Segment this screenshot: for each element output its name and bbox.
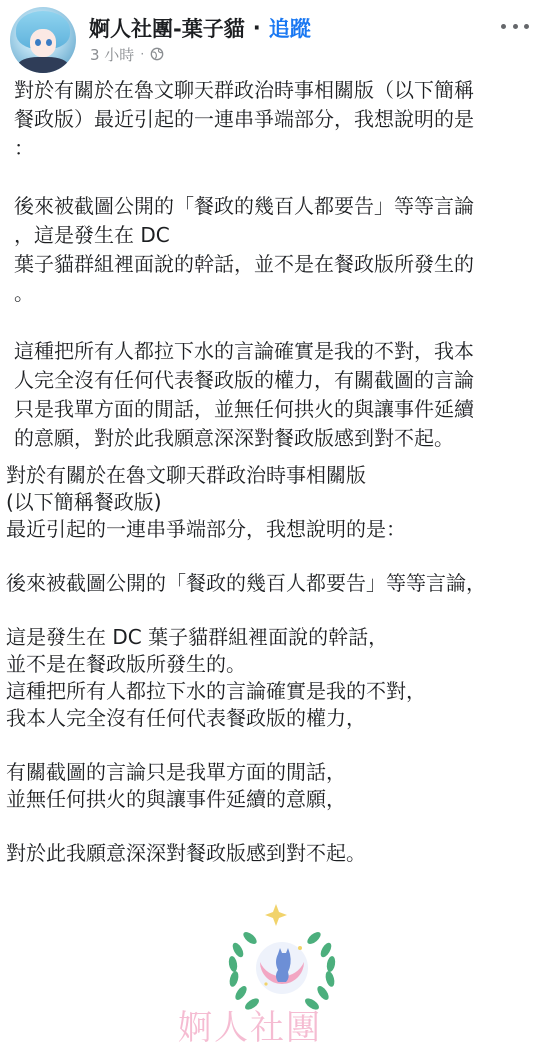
post-paragraph: 對於有關於在魯文聊天群政治時事相關版 (以下簡稱餐政版) 最近引起的一連串爭端部分，我想說明的是： [6, 463, 406, 541]
page-name-link[interactable]: 婀人社團-葉子貓 [89, 17, 245, 41]
more-options-icon[interactable] [501, 20, 529, 32]
post-paragraph: 後來被截圖公開的「餐政的幾百人都要告」等等言論， [6, 571, 486, 595]
page-avatar[interactable] [10, 7, 76, 73]
paragraph-gap [0, 813, 541, 840]
title-separator: · [252, 16, 261, 40]
watermark-text: 婀人社團 [178, 1008, 322, 1048]
follow-button[interactable]: 追蹤 [268, 17, 311, 41]
post-header [0, 0, 541, 76]
post-timestamp[interactable]: 3 小時 [90, 45, 135, 64]
post-paragraph: 對於有關於在魯文聊天群政治時事相關版（以下簡稱 餐政版）最近引起的一連串爭端部分，我想說明的是 ： [14, 78, 474, 160]
globe-icon[interactable] [150, 47, 164, 61]
avatar-eye-left [35, 39, 41, 46]
more-dot [501, 24, 506, 29]
meta-separator: · [140, 47, 145, 61]
paragraph-gap [0, 308, 541, 337]
more-dot [513, 24, 518, 29]
avatar-shirt [18, 57, 68, 73]
avatar-face [30, 29, 56, 57]
post-meta [90, 44, 164, 64]
post-paragraph: 對於此我願意深深對餐政版感到對不起。 [6, 841, 366, 865]
post-paragraph: 有關截圖的言論只是我單方面的閒話， 並無任何拱火的與讓事件延續的意願， [6, 760, 346, 811]
paragraph-gap [0, 732, 541, 759]
avatar-eye-right [46, 39, 52, 46]
post-paragraph: 這種把所有人都拉下水的言論確實是我的不對，我本 人完全沒有任何代表餐政版的權力，有關截圖的言論 只是我單方面的閒話，並無任何拱火的與讓事件延續 的意願，對於此我願意深深對餐政版感到對不起。 [14, 339, 474, 450]
paragraph-gap [0, 163, 541, 192]
post-paragraph: 這是發生在 DC 葉子貓群組裡面說的幹話， 並不是在餐政版所發生的。 這種把所有人都拉下水的言論確實是我的不對， 我本人完全沒有任何代表餐政版的權力， [6, 625, 426, 730]
title-line [89, 12, 311, 44]
section-gap [0, 453, 541, 462]
paragraph-gap [0, 543, 541, 570]
more-dot [524, 24, 529, 29]
post-paragraph: 後來被截圖公開的「餐政的幾百人都要告」等等言論 ，這是發生在 DC 葉子貓群組裡面說的幹話，並不是在餐政版所發生的 。 [14, 194, 474, 305]
post-body [0, 76, 541, 867]
paragraph-gap [0, 597, 541, 624]
